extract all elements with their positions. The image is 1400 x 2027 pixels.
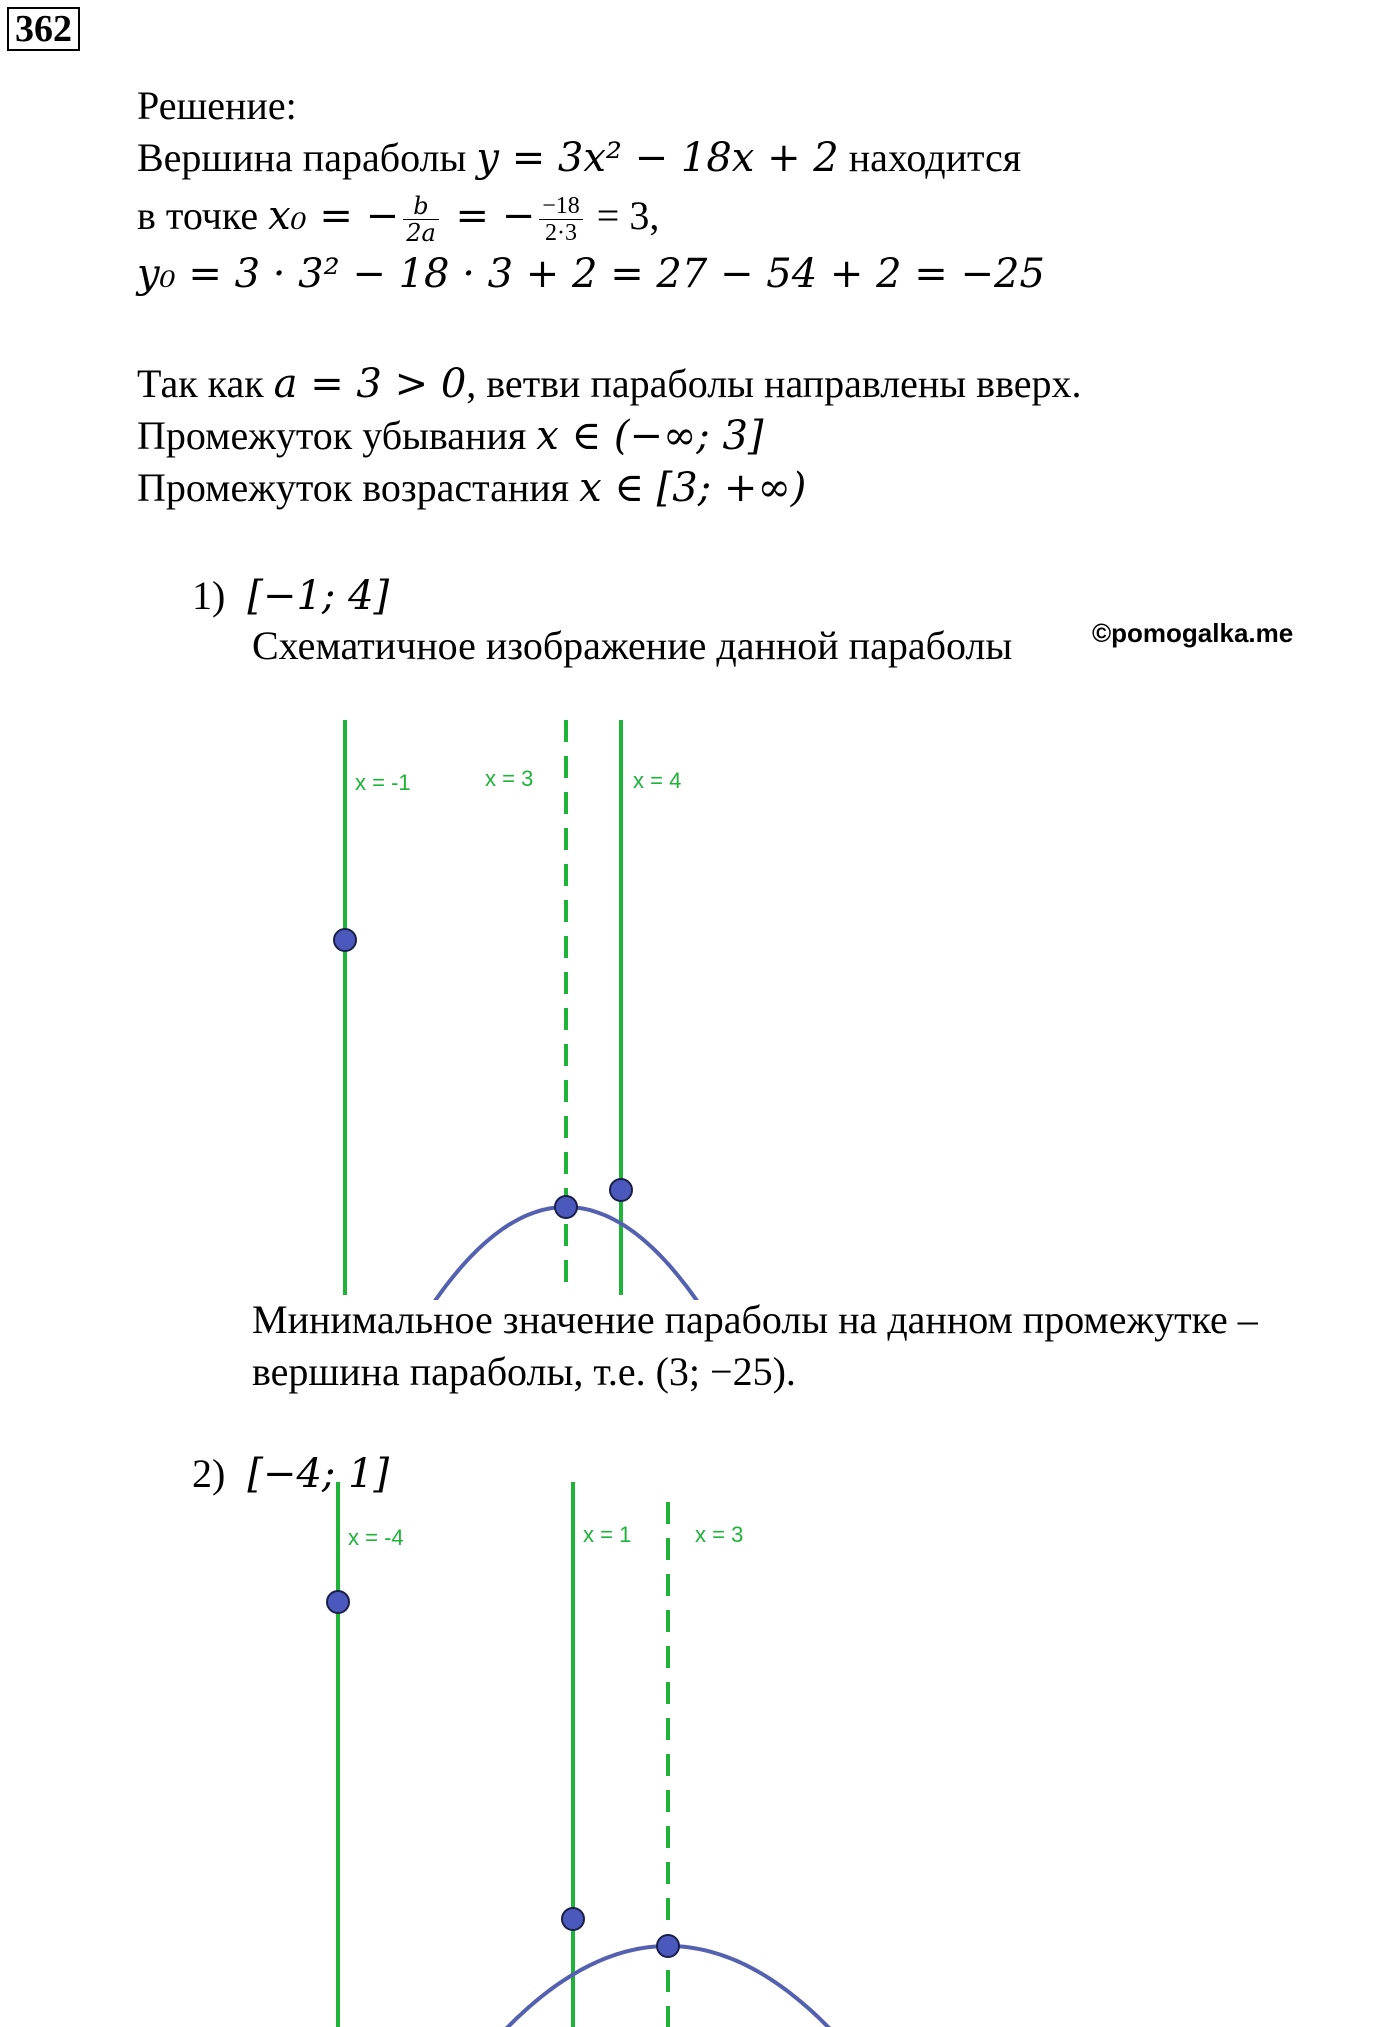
fraction-values — [539, 193, 583, 246]
parabola-equation: y = 3x² − 18x + 2 — [476, 135, 839, 181]
vertex-text-suffix: находится — [838, 135, 1022, 180]
equals-minus: = − — [442, 193, 536, 239]
point-left — [327, 1591, 349, 1613]
vertex-line-1 — [137, 132, 1045, 184]
point-right — [610, 1179, 632, 1201]
part2-label: 2) — [192, 1451, 226, 1496]
point-left — [334, 929, 356, 951]
branches-suffix: , ветви параболы направлены вверх. — [466, 361, 1082, 406]
x0-result: = 3, — [586, 193, 660, 238]
conclusion-line-1: Минимальное значение параболы на данном промежутке – — [252, 1297, 1258, 1342]
problem-number: 362 — [7, 7, 80, 51]
label-x4: x = 4 — [633, 768, 682, 793]
vertex-point-text: в точке — [137, 193, 269, 238]
part1-label: 1) — [192, 573, 226, 618]
analysis-block — [137, 358, 1081, 514]
graph-part2 — [230, 1482, 1090, 2027]
fraction-denominator: 2a — [406, 219, 436, 248]
solution-heading: Решение: — [137, 83, 297, 128]
point-right — [562, 1908, 584, 1930]
label-x-minus4: x = -4 — [348, 1525, 404, 1550]
branches-line — [137, 358, 1081, 410]
part2-interval: [−4; 1] — [247, 1451, 390, 1497]
branches-prefix: Так как — [137, 361, 274, 406]
fraction-numerator: b — [403, 193, 439, 220]
increase-prefix: Промежуток возрастания — [137, 465, 580, 510]
vertex-text: Вершина параболы — [137, 135, 477, 180]
point-vertex — [555, 1196, 577, 1218]
decrease-line — [137, 410, 1081, 462]
branches-math: a = 3 > 0 — [273, 361, 467, 407]
graph-part1 — [230, 720, 870, 1300]
vertex-line-2 — [137, 184, 1045, 248]
parabola-curve — [278, 1207, 862, 1300]
label-x3: x = 3 — [695, 1522, 744, 1547]
parabola-curve — [285, 1946, 1045, 2027]
label-x-minus1: x = -1 — [355, 770, 411, 795]
decrease-math: x ∈ (−∞; 3] — [536, 413, 764, 459]
part1-header — [192, 570, 389, 622]
x0-lhs: x₀ = − — [268, 193, 400, 239]
fraction-b-2a — [403, 193, 439, 246]
watermark: ©pomogalka.me — [1092, 618, 1294, 648]
solution-block — [137, 80, 1045, 300]
part1-conclusion — [252, 1294, 1258, 1398]
increase-line — [137, 462, 1081, 514]
fraction-numerator: −18 — [539, 193, 583, 220]
y0-line: y₀ = 3 · 3² − 18 · 3 + 2 = 27 − 54 + 2 = −25 — [137, 251, 1045, 297]
increase-math: x ∈ [3; +∞) — [579, 465, 807, 511]
part1-caption: Схематичное изображение данной параболы — [252, 623, 1013, 668]
conclusion-line-2: вершина параболы, т.е. (3; −25). — [252, 1349, 796, 1394]
point-vertex — [657, 1935, 679, 1957]
part1-interval: [−1; 4] — [247, 573, 390, 619]
decrease-prefix: Промежуток убывания — [137, 413, 537, 458]
fraction-denominator: 2·3 — [545, 220, 577, 247]
label-x3: x = 3 — [485, 766, 534, 791]
label-x1: x = 1 — [583, 1522, 632, 1547]
